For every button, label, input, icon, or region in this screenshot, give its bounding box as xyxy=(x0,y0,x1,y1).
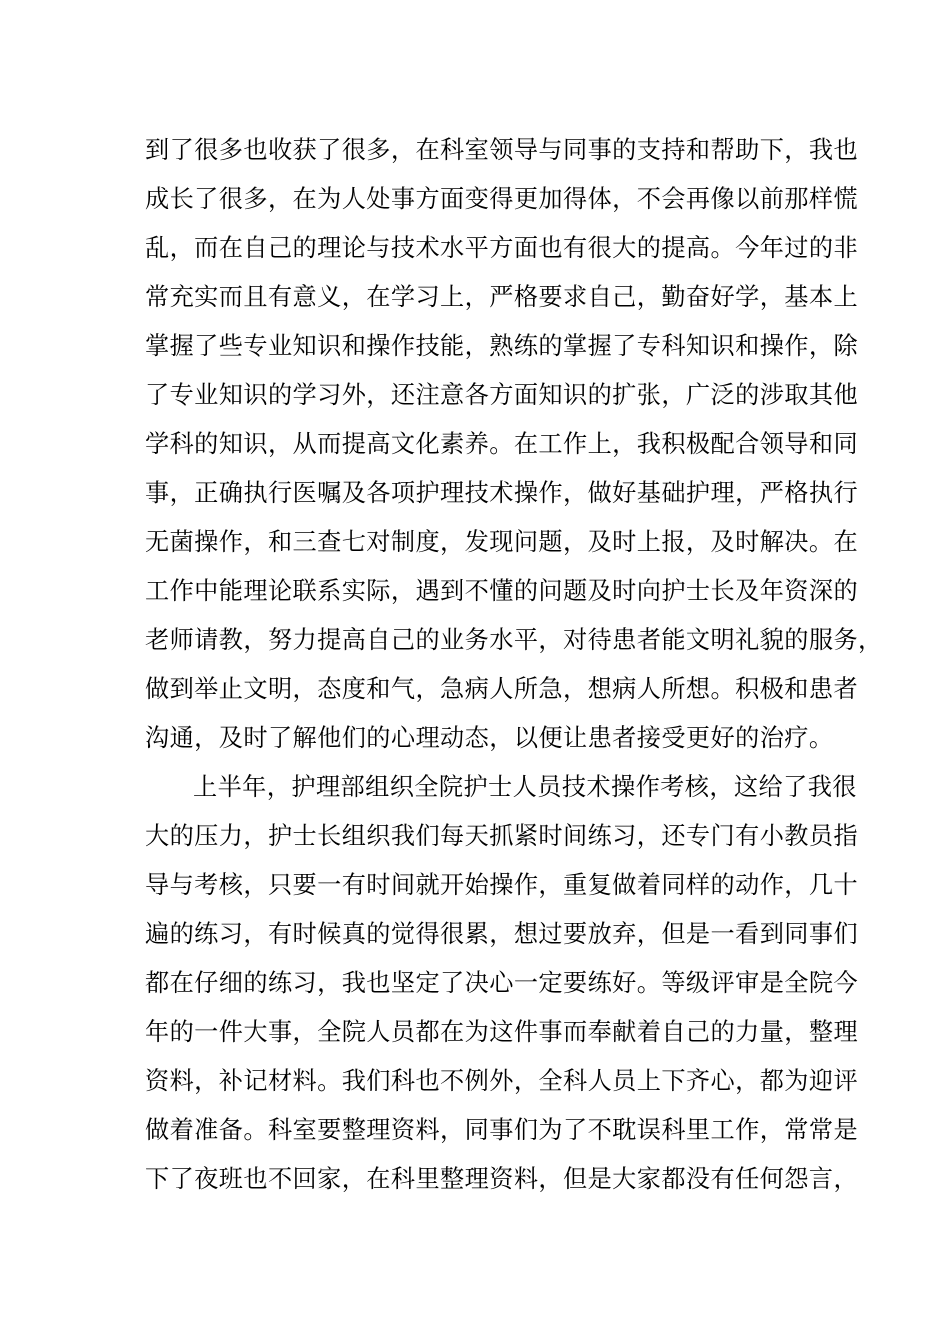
text-line: 无菌操作，和三查七对制度，发现问题，及时上报，及时解决。在 xyxy=(145,528,859,556)
paragraph-1 xyxy=(145,126,883,763)
text-line: 做到举止文明，态度和气，急病人所急，想病人所想。积极和患者 xyxy=(145,675,859,703)
text-line: 老师请教，努力提高自己的业务水平，对待患者能文明礼貌的服务， xyxy=(145,626,883,654)
text-line: 大的压力，护士长组织我们每天抓紧时间练习，还专门有小教员指 xyxy=(145,822,859,850)
text-line: 遍的练习，有时候真的觉得很累，想过要放弃，但是一看到同事们 xyxy=(145,920,859,948)
text-line: 学科的知识，从而提高文化素养。在工作上，我积极配合领导和同 xyxy=(145,430,859,458)
text-line: 工作中能理论联系实际，遇到不懂的问题及时向护士长及年资深的 xyxy=(145,577,859,605)
text-line: 都在仔细的练习，我也坚定了决心一定要练好。等级评审是全院今 xyxy=(145,969,859,997)
text-line: 常充实而且有意义，在学习上，严格要求自己，勤奋好学，基本上 xyxy=(145,283,859,311)
text-line: 导与考核，只要一有时间就开始操作，重复做着同样的动作，几十 xyxy=(145,871,859,899)
text-line: 年的一件大事，全院人员都在为这件事而奉献着自己的力量，整理 xyxy=(145,1018,859,1046)
text-line-indented: 上半年，护理部组织全院护士人员技术操作考核，这给了我很 xyxy=(193,773,857,801)
document-body xyxy=(145,126,883,1204)
paragraph-2 xyxy=(145,763,859,1204)
text-line: 沟通，及时了解他们的心理动态，以便让患者接受更好的治疗。 xyxy=(145,724,834,752)
text-line: 成长了很多，在为人处事方面变得更加得体，不会再像以前那样慌 xyxy=(145,185,859,213)
text-line: 下了夜班也不回家，在科里整理资料，但是大家都没有任何怨言， xyxy=(145,1165,859,1193)
text-line: 做着准备。科室要整理资料，同事们为了不耽误科里工作，常常是 xyxy=(145,1116,859,1144)
text-line: 掌握了些专业知识和操作技能，熟练的掌握了专科知识和操作，除 xyxy=(145,332,859,360)
text-line: 乱，而在自己的理论与技术水平方面也有很大的提高。今年过的非 xyxy=(145,234,859,262)
text-line: 事，正确执行医嘱及各项护理技术操作，做好基础护理，严格执行 xyxy=(145,479,859,507)
text-line: 了专业知识的学习外，还注意各方面知识的扩张，广泛的涉取其他 xyxy=(145,381,859,409)
text-line: 资料，补记材料。我们科也不例外，全科人员上下齐心，都为迎评 xyxy=(145,1067,859,1095)
text-line: 到了很多也收获了很多，在科室领导与同事的支持和帮助下，我也 xyxy=(145,136,859,164)
